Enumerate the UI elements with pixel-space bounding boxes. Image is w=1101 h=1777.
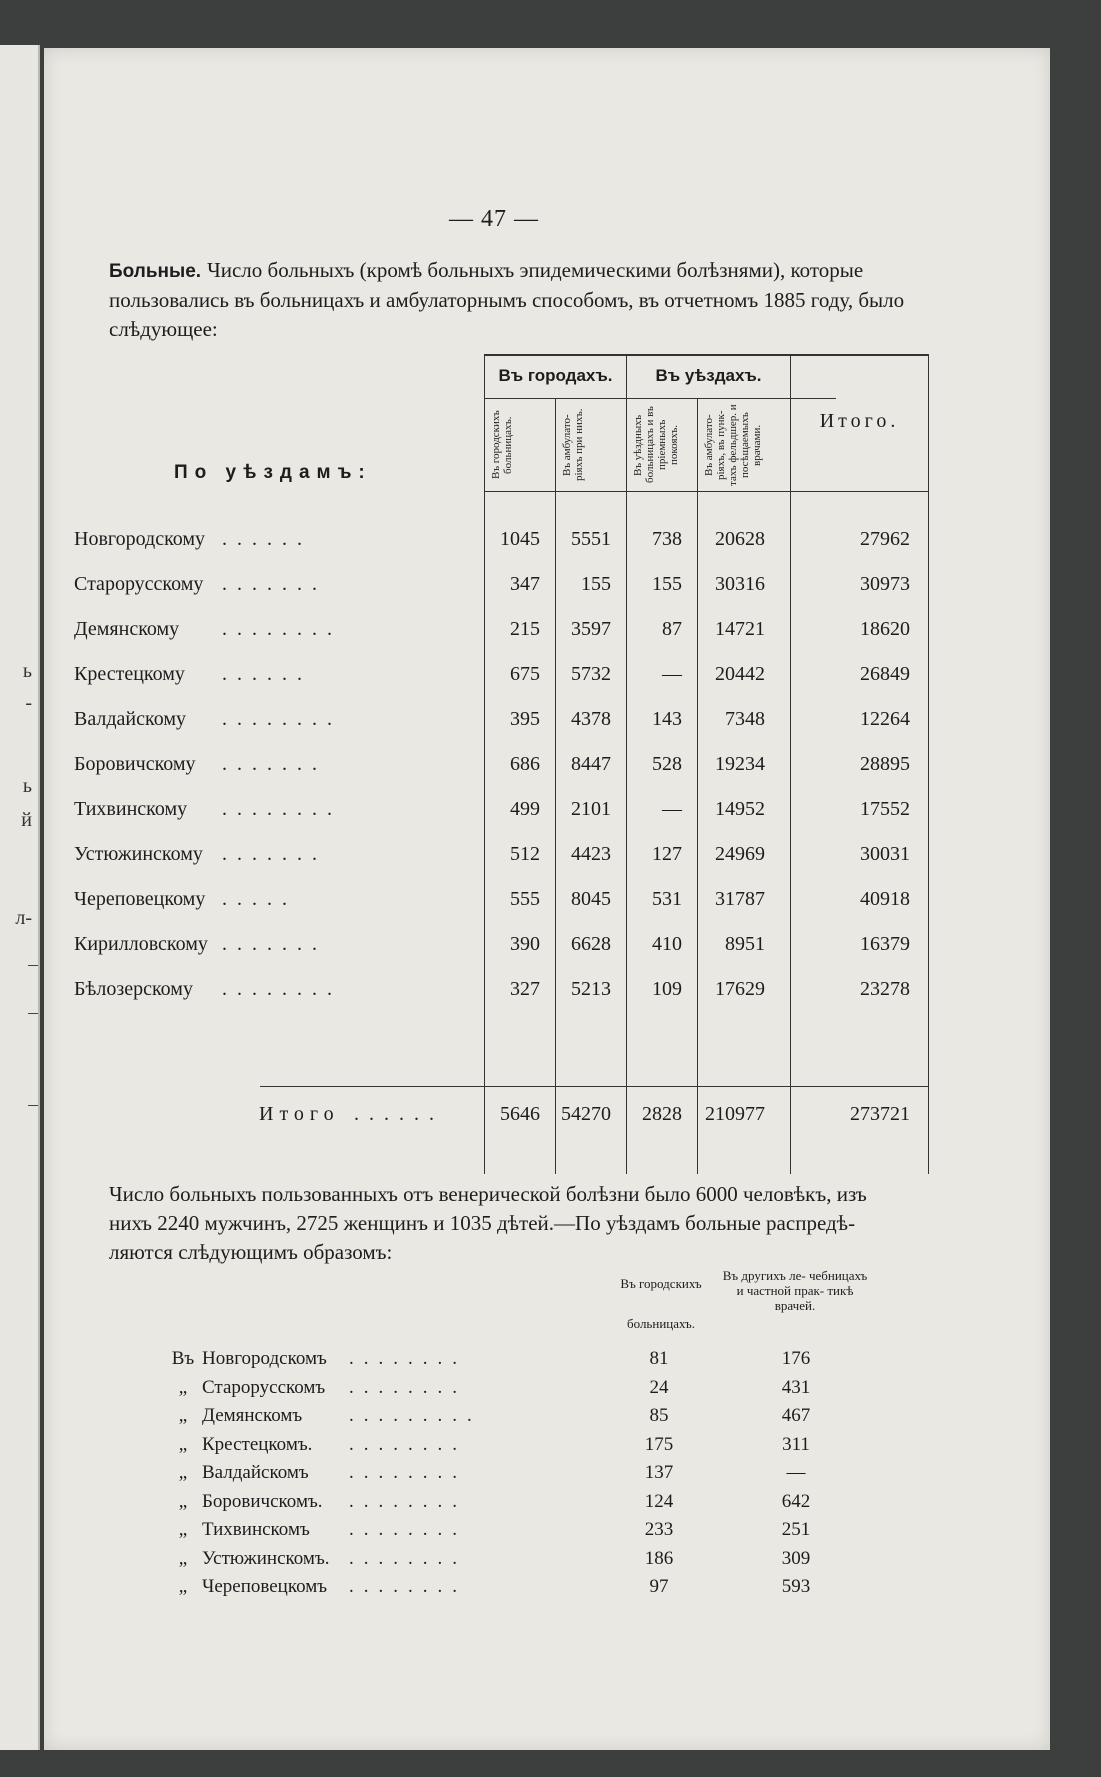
- cell-value: 26849: [860, 663, 910, 685]
- other-clinic-value: 593: [781, 1576, 811, 1597]
- town-hospital-value: 81: [649, 1348, 669, 1369]
- leader-dots: ........: [349, 1434, 467, 1455]
- leader-dots: ........: [349, 1548, 467, 1569]
- cell-value: 8447: [571, 753, 611, 775]
- previous-page-edge: [0, 45, 40, 1750]
- cell-value: 127: [652, 843, 682, 865]
- cell-value: 686: [510, 753, 540, 775]
- town-hospital-value: 233: [644, 1519, 674, 1540]
- leader-dots: ........: [222, 618, 342, 640]
- district-name: Череповецкому: [74, 888, 206, 910]
- cell-value: 14721: [715, 618, 765, 640]
- para2-line: [109, 1238, 957, 1267]
- district-name: Валдайскомъ: [202, 1462, 309, 1483]
- cell-value: 155: [652, 573, 682, 595]
- cell-value: 4423: [571, 843, 611, 865]
- table-rule: [260, 1086, 929, 1087]
- cell-value: 347: [510, 573, 540, 595]
- col-header-town-ambulatories: Въ амбулато- ріяхъ при нихъ.: [561, 408, 585, 482]
- district-name: Старорусскомъ: [202, 1377, 326, 1398]
- leader-dots: ........: [349, 1462, 467, 1483]
- col-header-district-ambulatories: Въ амбулато- ріяхъ, въ пунк- тахъ фельдшер. и посѣщаемыхъ врачами.: [703, 404, 763, 486]
- district-name: Кирилловскому: [74, 933, 208, 955]
- town-hospital-value: 97: [649, 1576, 669, 1597]
- row-prefix: Въ: [171, 1348, 195, 1369]
- cell-value: 215: [510, 618, 540, 640]
- other-clinic-value: 251: [781, 1519, 811, 1540]
- cell-value: 3597: [571, 618, 611, 640]
- row-prefix: „: [178, 1548, 188, 1569]
- leader-dots: .......: [222, 933, 327, 955]
- cell-value: 4378: [571, 708, 611, 730]
- header-total: Итого.: [819, 410, 900, 432]
- cell-value: 8045: [571, 888, 611, 910]
- cell-value: 23278: [860, 978, 910, 1000]
- cell-value: 390: [510, 933, 540, 955]
- cell-value: 28895: [860, 753, 910, 775]
- margin-fragment: ь: [22, 660, 32, 682]
- col-header-town-hospitals-bottom: больницахъ.: [627, 1316, 695, 1331]
- district-name: Новгородскому: [74, 528, 206, 550]
- cell-value: 7348: [725, 708, 765, 730]
- cell-value: 16379: [860, 933, 910, 955]
- leader-dots: ......: [222, 528, 312, 550]
- district-name: Боровичскомъ.: [202, 1491, 323, 1512]
- leader-dots: .......: [222, 843, 327, 865]
- cell-value: —: [662, 798, 682, 820]
- cell-value: 40918: [860, 888, 910, 910]
- district-name: Демянскому: [74, 618, 180, 640]
- cell-value: 531: [652, 888, 682, 910]
- header-in-towns: Въ городахъ.: [498, 366, 613, 385]
- margin-fragment: л-: [15, 907, 32, 929]
- cell-value: 327: [510, 978, 540, 1000]
- total-value: 273721: [850, 1103, 910, 1125]
- row-prefix: „: [178, 1462, 188, 1483]
- intro-line-text: слѣдующее:: [109, 317, 218, 341]
- district-name: Боровичскому: [74, 753, 196, 775]
- table-rule: [484, 398, 836, 399]
- intro-line-text: пользовались въ больницахъ и амбулаторнымъ способомъ, въ отчетномъ 1885 году, было: [109, 288, 905, 312]
- total-value: 210977: [705, 1103, 765, 1125]
- margin-rule: [28, 1105, 38, 1106]
- para2-line-text: ляются слѣдующимъ образомъ:: [109, 1240, 393, 1264]
- para2-line-text: Число больныхъ пользованныхъ отъ венерической болѣзни было 6000 человѣкъ, изъ: [109, 1182, 867, 1206]
- table-rule: [697, 398, 698, 1174]
- cell-value: 30316: [715, 573, 765, 595]
- margin-fragment: й: [21, 809, 32, 831]
- cell-value: 6628: [571, 933, 611, 955]
- page-number: — 47 —: [449, 206, 539, 232]
- margin-rule: [28, 1013, 38, 1014]
- cell-value: 20628: [715, 528, 765, 550]
- margin-fragment: -: [25, 692, 32, 714]
- header-in-districts: Въ уѣздахъ.: [655, 366, 762, 385]
- table-rule: [790, 354, 791, 1174]
- cell-value: 19234: [715, 753, 765, 775]
- cell-value: 12264: [860, 708, 910, 730]
- cell-value: 27962: [860, 528, 910, 550]
- intro-line: [109, 256, 957, 286]
- town-hospital-value: 175: [644, 1434, 674, 1455]
- intro-line: [109, 315, 957, 344]
- cell-value: 18620: [860, 618, 910, 640]
- intro-line-text: Число больныхъ (кромѣ больныхъ эпидемическими болѣзнями), которые: [207, 258, 864, 282]
- district-name: Новгородскомъ: [202, 1348, 327, 1369]
- leader-dots: ........: [349, 1491, 467, 1512]
- row-prefix: „: [178, 1405, 188, 1426]
- district-name: Устюжинскому: [74, 843, 203, 865]
- district-name: Устюжинскомъ.: [202, 1548, 330, 1569]
- cell-value: 31787: [715, 888, 765, 910]
- cell-value: 14952: [715, 798, 765, 820]
- town-hospital-value: 85: [649, 1405, 669, 1426]
- cell-value: 20442: [715, 663, 765, 685]
- intro-paragraph: [109, 256, 957, 344]
- leader-dots: .....: [222, 888, 297, 910]
- para2-line: [109, 1209, 957, 1238]
- leader-dots: ......: [222, 663, 312, 685]
- cell-value: 5213: [571, 978, 611, 1000]
- cell-value: 143: [652, 708, 682, 730]
- cell-value: 410: [652, 933, 682, 955]
- other-clinic-value: 309: [781, 1548, 811, 1569]
- cell-value: 395: [510, 708, 540, 730]
- venereal-paragraph: [109, 1180, 957, 1267]
- leader-dots: .......: [222, 753, 327, 775]
- cell-value: 5551: [571, 528, 611, 550]
- cell-value: 30973: [860, 573, 910, 595]
- col-header-district-hospitals: Въ уѣздныхъ больницахъ и въ пріемныхъ покояхъ.: [632, 406, 680, 484]
- margin-fragment: ь: [22, 775, 32, 797]
- leader-dots: ......: [354, 1103, 444, 1125]
- cell-value: 2101: [571, 798, 611, 820]
- leader-dots: ........: [222, 798, 342, 820]
- cell-value: —: [662, 663, 682, 685]
- cell-value: 555: [510, 888, 540, 910]
- cell-value: 738: [652, 528, 682, 550]
- col-header-other-clinics: Въ другихъ ле- чебницахъ и частной прак- тикѣ врачей.: [722, 1268, 868, 1313]
- district-name: Тихвинскому: [74, 798, 188, 820]
- cell-value: 17629: [715, 978, 765, 1000]
- district-name: Старорусскому: [74, 573, 204, 595]
- cell-value: 512: [510, 843, 540, 865]
- row-prefix: „: [178, 1519, 188, 1540]
- para2-line: [109, 1180, 957, 1209]
- para2-line-text: нихъ 2240 мужчинъ, 2725 женщинъ и 1035 дѣтей.—По уѣздамъ больные распредѣ-: [109, 1211, 856, 1235]
- cell-value: 499: [510, 798, 540, 820]
- total-value: 5646: [500, 1103, 540, 1125]
- district-name: Бѣлозерскому: [74, 978, 193, 1000]
- other-clinic-value: —: [786, 1462, 806, 1483]
- leader-dots: .........: [349, 1405, 482, 1426]
- cell-value: 87: [662, 618, 682, 640]
- leader-dots: ........: [349, 1519, 467, 1540]
- town-hospital-value: 24: [649, 1377, 669, 1398]
- cell-value: 155: [581, 573, 611, 595]
- total-value: 2828: [642, 1103, 682, 1125]
- leader-dots: ........: [222, 978, 342, 1000]
- cell-value: 17552: [860, 798, 910, 820]
- other-clinic-value: 176: [781, 1348, 811, 1369]
- other-clinic-value: 642: [781, 1491, 811, 1512]
- table-rule: [484, 354, 929, 356]
- cell-value: 1045: [500, 528, 540, 550]
- leader-dots: ........: [349, 1576, 467, 1597]
- cell-value: 30031: [860, 843, 910, 865]
- cell-value: 5732: [571, 663, 611, 685]
- other-clinic-value: 467: [781, 1405, 811, 1426]
- table-rule: [928, 354, 929, 1174]
- cell-value: 675: [510, 663, 540, 685]
- document-page: [44, 48, 1050, 1750]
- row-prefix: „: [178, 1491, 188, 1512]
- cell-value: 109: [652, 978, 682, 1000]
- col-header-town-hospitals: Въ городскихъ больницахъ.: [490, 410, 514, 480]
- district-name: Демянскомъ: [202, 1405, 303, 1426]
- col-header-town-hospitals-top: Въ городскихъ: [620, 1276, 702, 1291]
- district-name: Крестецкомъ.: [202, 1434, 313, 1455]
- cell-value: 528: [652, 753, 682, 775]
- intro-line: [109, 286, 957, 315]
- town-hospital-value: 124: [644, 1491, 674, 1512]
- leader-dots: ........: [349, 1377, 467, 1398]
- town-hospital-value: 137: [644, 1462, 674, 1483]
- lead-word: Больные.: [109, 261, 202, 282]
- district-name: Крестецкому: [74, 663, 185, 685]
- town-hospital-value: 186: [644, 1548, 674, 1569]
- district-name: Тихвинскомъ: [202, 1519, 310, 1540]
- table-rule: [484, 491, 929, 492]
- row-prefix: „: [178, 1576, 188, 1597]
- total-value: 54270: [561, 1103, 611, 1125]
- row-header-by-districts: По уѣздамъ:: [174, 462, 372, 483]
- leader-dots: ........: [349, 1348, 467, 1369]
- cell-value: 8951: [725, 933, 765, 955]
- margin-rule: [28, 965, 38, 966]
- district-name: Валдайскому: [74, 708, 186, 730]
- row-prefix: „: [178, 1434, 188, 1455]
- table-rule: [555, 398, 556, 1174]
- other-clinic-value: 311: [782, 1434, 810, 1455]
- district-name: Череповецкомъ: [202, 1576, 328, 1597]
- row-prefix: „: [178, 1377, 188, 1398]
- total-label: Итого: [259, 1103, 340, 1125]
- other-clinic-value: 431: [781, 1377, 811, 1398]
- leader-dots: .......: [222, 573, 327, 595]
- leader-dots: ........: [222, 708, 342, 730]
- cell-value: 24969: [715, 843, 765, 865]
